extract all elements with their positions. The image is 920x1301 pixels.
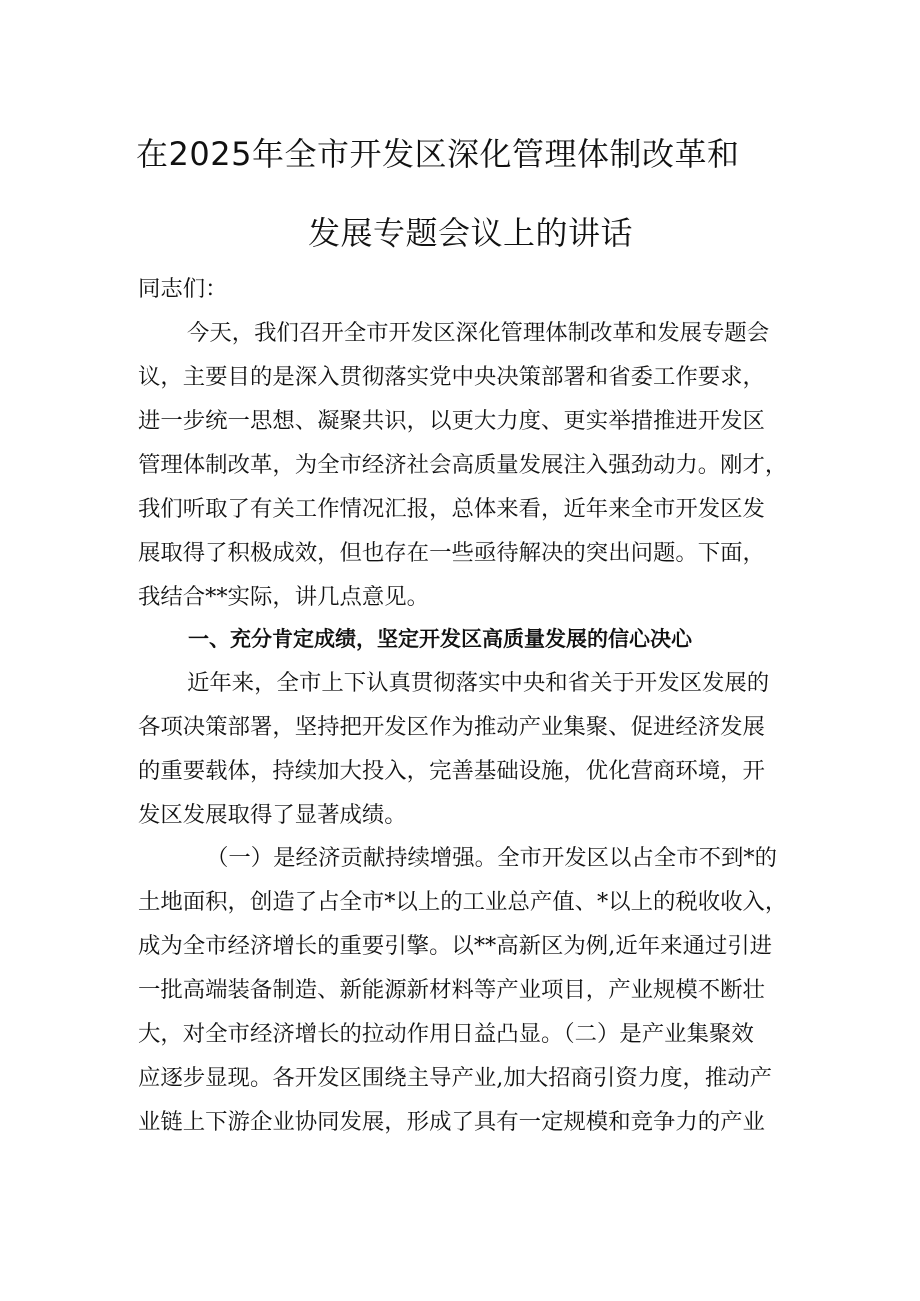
section1-paragraph-line: 的重要载体，持续加大投入，完善基础设施，优化营商环境，开 — [138, 758, 765, 784]
section1-paragraph-line: 发区发展取得了显著成绩。 — [138, 802, 407, 828]
intro-paragraph-line: 管理体制改革，为全市经济社会高质量发展注入强劲动力。刚才， — [138, 452, 788, 478]
intro-paragraph-line: 我结合**实际，讲几点意见。 — [138, 584, 430, 610]
section-heading-1: 一、充分肯定成绩，坚定开发区高质量发展的信心决心 — [188, 627, 692, 651]
intro-paragraph-line: 进一步统一思想、凝聚共识，以更大力度、更实举措推进开发区 — [138, 408, 765, 434]
subsection-paragraph-line: 成为全市经济增长的重要引擎。以**高新区为例,近年来通过引进 — [138, 933, 773, 959]
subsection-paragraph-line: 应逐步显现。各开发区围绕主导产业,加大招商引资力度，推动产 — [138, 1065, 773, 1091]
subsection-paragraph-line: 一批高端装备制造、新能源新材料等产业项目，产业规模不断壮 — [138, 977, 765, 1003]
intro-paragraph-line: 展取得了积极成效，但也存在一些亟待解决的突出问题。下面， — [138, 540, 765, 566]
intro-paragraph-line: 今天，我们召开全市开发区深化管理体制改革和发展专题会 — [187, 320, 770, 346]
subsection-paragraph-line: （一）是经济贡献持续增强。全市开发区以占全市不到*的 — [206, 845, 777, 871]
section1-paragraph-line: 各项决策部署，坚持把开发区作为推动产业集聚、促进经济发展 — [138, 714, 765, 740]
subsection-paragraph-line: 业链上下游企业协同发展，形成了具有一定规模和竞争力的产业 — [138, 1109, 765, 1135]
subsection-paragraph-line: 土地面积，创造了占全市*以上的工业总产值、*以上的税收收入， — [138, 889, 788, 915]
subsection-paragraph-line: 大，对全市经济增长的拉动作用日益凸显。（二）是产业集聚效 — [138, 1021, 754, 1047]
document-title-line-2: 发展专题会议上的讲话 — [308, 214, 634, 252]
intro-paragraph-line: 议，主要目的是深入贯彻落实党中央决策部署和省委工作要求， — [138, 364, 765, 390]
salutation: 同志们： — [138, 276, 228, 302]
intro-paragraph-line: 我们听取了有关工作情况汇报，总体来看，近年来全市开发区发 — [138, 496, 765, 522]
document-title-line-1: 在2025年全市开发区深化管理体制改革和 — [136, 135, 740, 173]
section1-paragraph-line: 近年来，全市上下认真贯彻落实中央和省关于开发区发展的 — [187, 670, 770, 696]
